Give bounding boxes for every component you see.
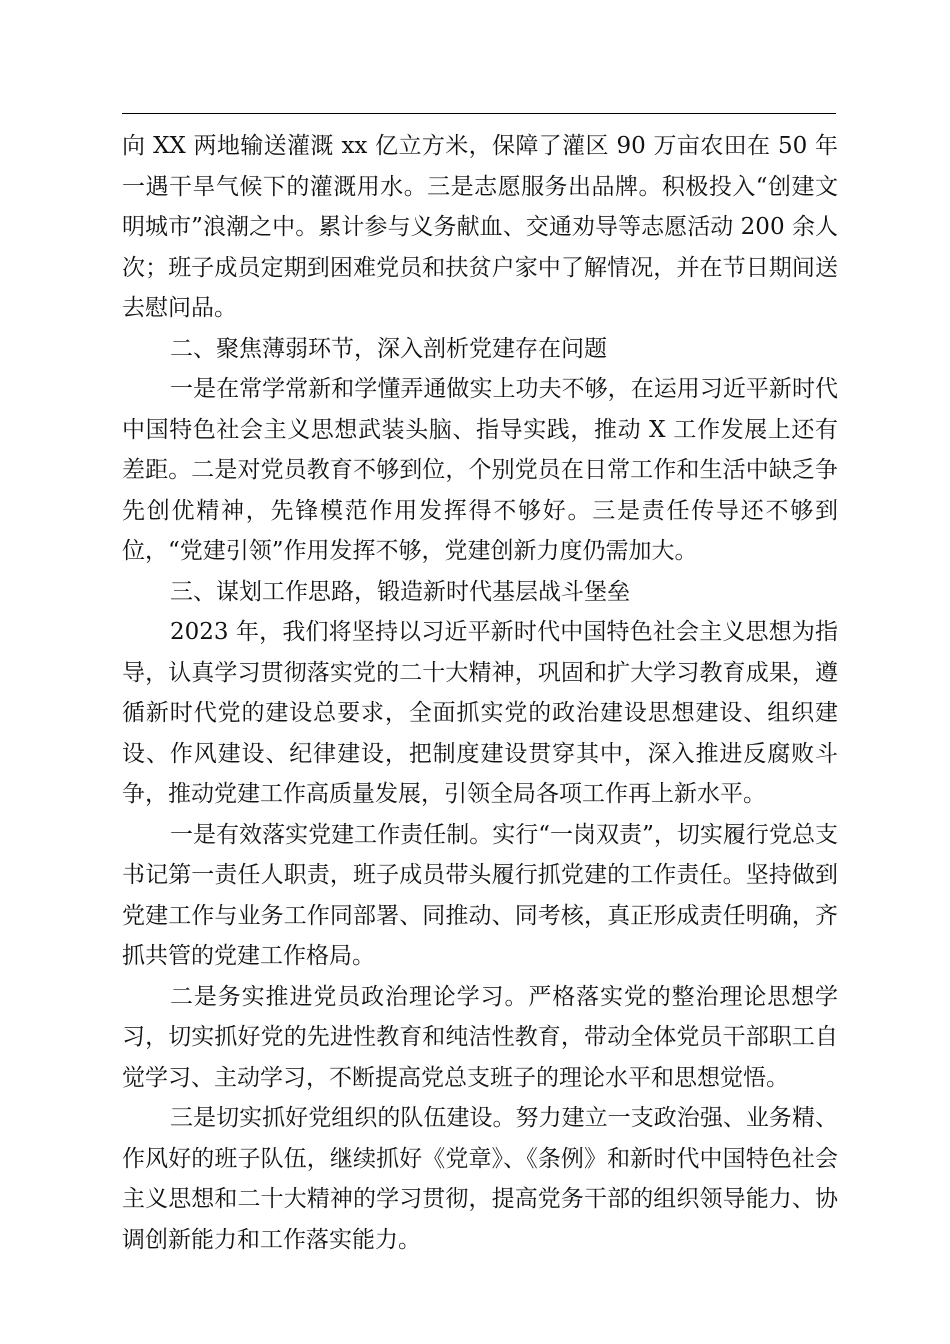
section-heading-2: 二、聚焦薄弱环节，深入剖析党建存在问题	[170, 335, 607, 362]
paragraph-2023-plan: 2023 年，我们将坚持以习近平新时代中国特色社会主义思想为指导，认真学习贯彻落实党的二十大精神，巩固和扩大学习教育成果，遵循新时代党的建设总要求，全面抓实党的政治建设思想建设、组织建设、作风建设、纪律建设，把制度建设贯穿其中，深入推进反腐败斗争，推动党建工作高质量发展，引领全局各项工作再上新水平。	[122, 619, 838, 807]
header-rule	[122, 113, 836, 114]
body-text	[122, 126, 838, 1260]
paragraph-responsibility: 一是有效落实党建工作责任制。实行“一岗双责”，切实履行党总支书记第一责任人职责，班子成员带头履行抓党建的工作责任。坚持做到党建工作与业务工作同部署、同推动、同考核，真正形成责任明确，齐抓共管的党建工作格局。	[122, 821, 838, 969]
section-heading-3: 三、谋划工作思路，锻造新时代基层战斗堡垒	[170, 578, 630, 605]
paragraph-team-building: 三是切实抓好党组织的队伍建设。努力建立一支政治强、业务精、作风好的班子队伍，继续抓好《党章》、《条例》和新时代中国特色社会主义思想和二十大精神的学习贯彻，提高党务干部的组织领导能力、协调创新能力和工作落实能力。	[122, 1105, 838, 1253]
paragraph-continuation: 向 XX 两地输送灌溉 xx 亿立方米，保障了灌区 90 万亩农田在 50 年一遇干旱气候下的灌溉用水。三是志愿服务出品牌。积极投入“创建文明城市”浪潮之中。累计参与义务献血、交通劝导等志愿活动 200 余人次；班子成员定期到困难党员和扶贫户家中了解情况，并在节日期间送去慰问品。	[122, 133, 838, 321]
paragraph-problems: 一是在常学常新和学懂弄通做实上功夫不够，在运用习近平新时代中国特色社会主义思想武装头脑、指导实践，推动 X 工作发展上还有差距。二是对党员教育不够到位，个别党员在日常工作和生活中缺乏争先创优精神，先锋模范作用发挥得不够好。三是责任传导还不够到位，“党建引领”作用发挥不够，党建创新力度仍需加大。	[122, 376, 838, 564]
paragraph-theory-study: 二是务实推进党员政治理论学习。严格落实党的整治理论思想学习，切实抓好党的先进性教育和纯洁性教育，带动全体党员干部职工自觉学习、主动学习，不断提高党总支班子的理论水平和思想觉悟。	[122, 983, 838, 1091]
